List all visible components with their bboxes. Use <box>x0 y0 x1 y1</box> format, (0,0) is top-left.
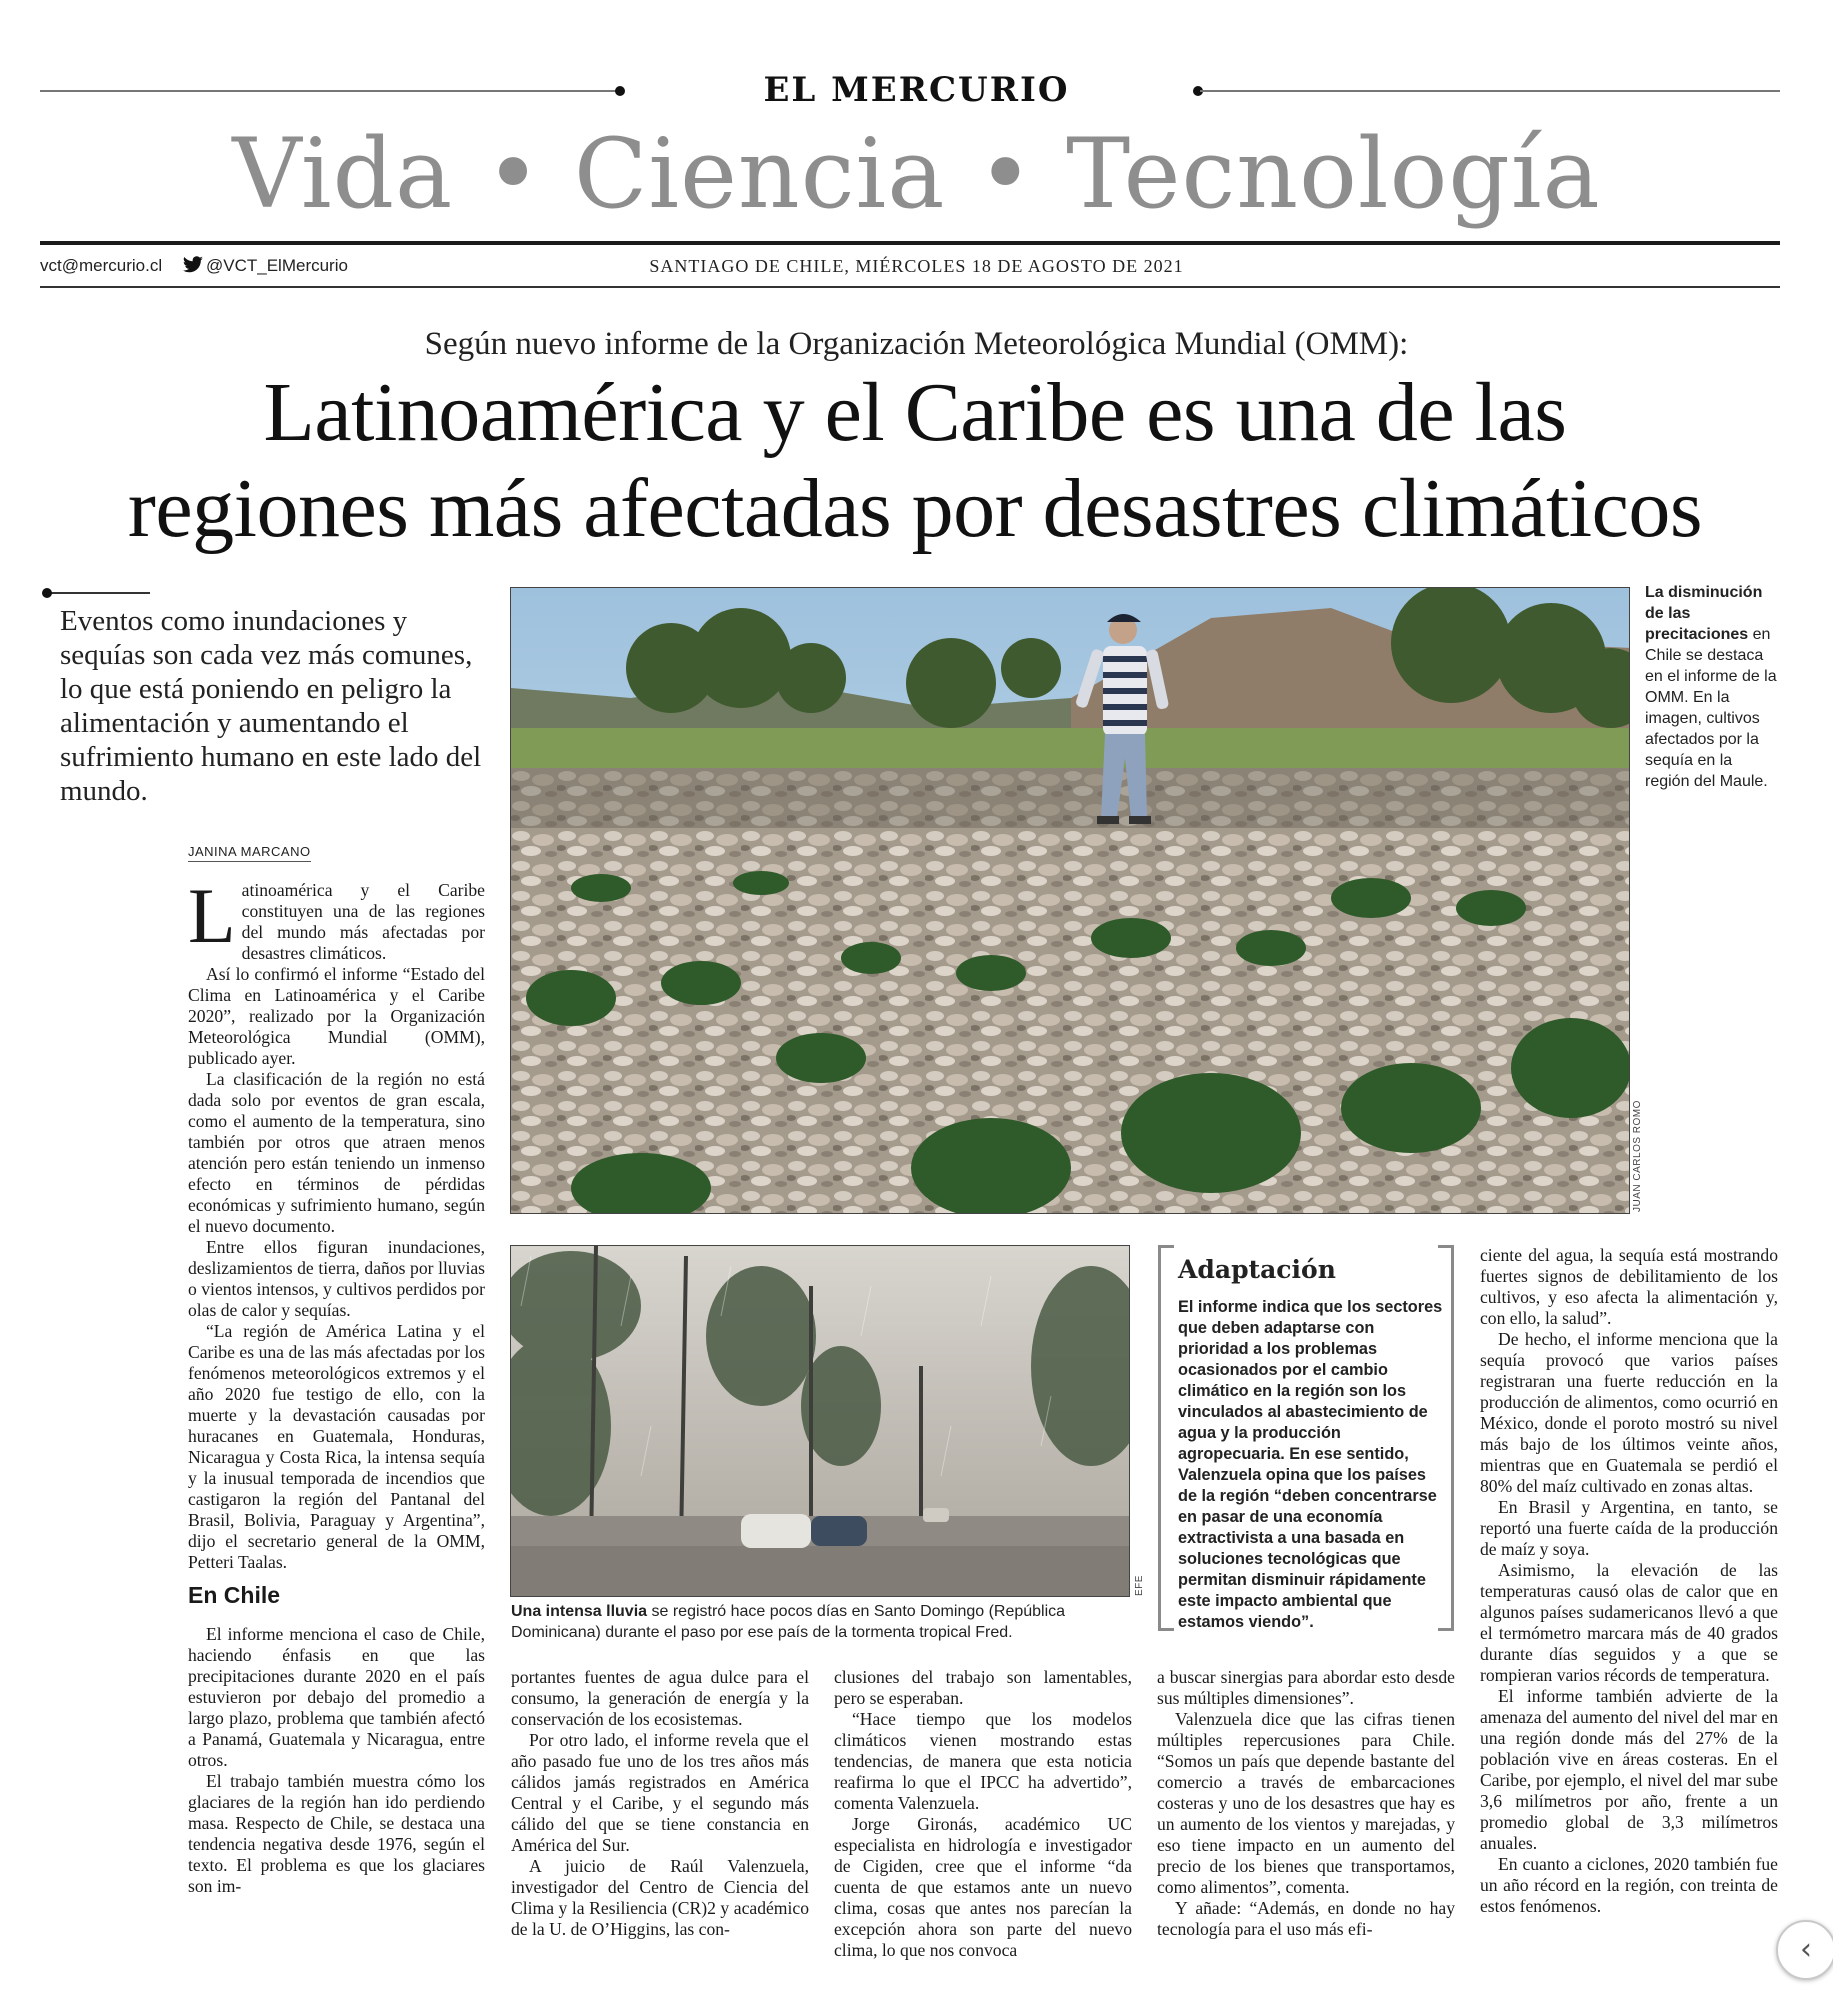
article-column-3 <box>834 1667 1132 1961</box>
paragraph: Y añade: “Además, en donde no hay tecnología para el uso más efi- <box>1157 1898 1455 1939</box>
header-rule <box>40 241 1780 245</box>
drought-field-illustration <box>511 588 1630 1214</box>
sidebar-adaptacion <box>1158 1245 1454 1631</box>
photo-caption-1 <box>1645 582 1780 792</box>
caption-lead: Una intensa lluvia <box>511 1603 648 1620</box>
sidebar-text: El informe indica que los sectores que deben adaptarse con prioridad a los problemas ocasionados por el cambio climático en la región son los vinculados al abastecimiento de agua y la producción agropecuaria. En ese sentido, Valenzuela opina que los países de la región “deben concentrarse en pasar de una economía extractivista a una basada en soluciones tecnológicas que permitan disminuir rápidamente este impacto ambiental que estamos viendo”. <box>1178 1298 1443 1631</box>
paragraph: clusiones del trabajo son lamentables, pero se esperaban. <box>834 1667 1132 1708</box>
paragraph: Jorge Gironás, académico UC especialista en hidrología e investigador de Cigiden, cree que el informe “da cuenta de que estamos ante un nuevo clima, cosas que antes nos parecían la excepción ahora son parte del nuevo clima, lo que nos convoca <box>834 1814 1132 1960</box>
paragraph: La clasificación de la región no está dada solo por eventos de gran escala, como el aumento de la temperatura, sino también por otros que atraen menos atención pero están teniendo un inmenso efecto en términos de pérdidas económicas y sufrimiento humano, según el nuevo documento. <box>188 1069 485 1236</box>
photo-caption-2 <box>511 1601 1131 1643</box>
caption-text: se registró hace pocos días en Santo Domingo (República Dominicana) durante el paso por ese país de la tormenta tropical Fred. <box>511 1603 1066 1641</box>
sidebar-title: Adaptación <box>1178 1255 1336 1284</box>
paragraph: “Hace tiempo que los modelos climáticos vienen mostrando estas tendencias, de manera que esta noticia reafirma lo que el IPCC ha advertido”, comenta Valenzuela. <box>834 1709 1132 1813</box>
paragraph: En Brasil y Argentina, en tanto, se reportó una fuerte caída de la producción de maíz y soya. <box>1480 1497 1778 1559</box>
paragraph: ciente del agua, la sequía está mostrando fuertes signos de debilitamiento de los cultivos, y eso afecta la alimentación y, con ello, la salud”. <box>1480 1245 1778 1328</box>
paragraph: “La región de América Latina y el Caribe es una de las más afectadas por los fenómenos meteorológicos extremos y el año 2020 fue testigo de ello, con la muerte y la devastación causadas por huracanes en Guatemala, Honduras, Nicaragua y Costa Rica, la intensa sequía y la inusual temporada de incendios que castigaron la región del Pantanal del Brasil, Bolivia, Paraguay y Argentina”, dijo el secretario general de la OMM, Petteri Taalas. <box>188 1321 485 1572</box>
section-title: Vida • Ciencia • Tecnología <box>232 118 1601 230</box>
caption-text: en Chile se destaca en el informe de la OMM. En la imagen, cultivos afectados por la sequía en la región del Maule. <box>1645 626 1777 790</box>
dateline: SANTIAGO DE CHILE, MIÉRCOLES 18 DE AGOSTO DE 2021 <box>649 256 1184 276</box>
caption-lead: La disminución de las precitaciones <box>1645 584 1763 643</box>
kicker: Según nuevo informe de la Organización Meteorológica Mundial (OMM): <box>424 326 1409 362</box>
lead-paragraph: Eventos como inundaciones y sequías son cada vez más comunes, lo que está poniendo en peligro la alimentación y aumentando el sufrimiento humano en este lado del mundo. <box>60 605 482 807</box>
paragraph: Valenzuela dice que las cifras tienen múltiples repercusiones para Chile. “Somos un país que depende bastante del comercio a través de embarcaciones costeras y uno de los desastres que hay es un aumento de los vientos y marejadas, y eso tiene impacto en un aumento del precio de los bienes que transportamos, como alimentos”, comenta. <box>1157 1709 1455 1897</box>
photo-rainy-street <box>510 1245 1130 1597</box>
rainy-street-illustration <box>511 1246 1130 1597</box>
article-column-1 <box>188 872 485 1897</box>
paragraph: De hecho, el informe menciona que la sequía provocó que varios países registraran una fuerte reducción en la producción de alimentos, como ocurrió en México, donde el poroto mostró su nivel más bajo de los últimos veinte años, mientras que en Guatemala se perdió el 80% del maíz cultivado en zonas altas. <box>1480 1329 1778 1496</box>
headline <box>30 365 1800 557</box>
paragraph <box>188 872 485 964</box>
paragraph: En cuanto a ciclones, 2020 también fue un año récord en la región, con treinta de estos fenómenos. <box>1480 1854 1778 1916</box>
headline-line-2: regiones más afectadas por desastres climáticos <box>127 462 1703 555</box>
photo-credit-1: JUAN CARLOS ROMO <box>1632 1100 1643 1212</box>
paragraph: Así lo confirmó el informe “Estado del Clima en Latinoamérica y el Caribe 2020”, realizado por la Organización Meteorológica Mundial (OMM), publicado ayer. <box>188 964 485 1068</box>
article-column-2 <box>511 1667 809 1940</box>
newspaper-name: EL MERCURIO <box>763 70 1070 110</box>
subhead-en-chile: En Chile <box>188 1582 281 1608</box>
contact-email[interactable]: vct@mercurio.cl <box>40 256 163 275</box>
paragraph: Por otro lado, el informe revela que el año pasado fue uno de los tres años más cálidos jamás registrados en América Central y el Caribe, y el segundo más cálido del que se tiene constancia en América del Sur. <box>511 1730 809 1855</box>
paragraph: Entre ellos figuran inundaciones, deslizamientos de tierra, daños por lluvias o vientos intensos, y cultivos perdidos por olas de calor y sequías. <box>188 1237 485 1320</box>
twitter-handle-text: @VCT_ElMercurio <box>206 256 348 275</box>
byline: JANINA MARCANO <box>188 844 311 862</box>
previous-page-button[interactable] <box>1776 1920 1833 1980</box>
dateline-rule <box>40 286 1780 288</box>
paragraph: El informe también advierte de la amenaza del aumento del nivel del mar en una región donde más del 27% de la población vive en áreas costeras. En el Caribe, por ejemplo, el nivel del mar sube 3,6 milímetros por año, frente a un promedio global de 3,3 milímetros anuales. <box>1480 1686 1778 1853</box>
paragraph: Asimismo, la elevación de las temperaturas causó olas de calor que en algunos países sudamericanos llevó a que el termómetro marcara más de 40 grados durante días seguidos y a que se rompieran varios récords de temperatura. <box>1480 1560 1778 1685</box>
lead-rule <box>44 592 150 594</box>
article-column-5 <box>1480 1245 1778 1917</box>
paragraph: portantes fuentes de agua dulce para el consumo, la generación de energía y la conservación de los ecosistemas. <box>511 1667 809 1729</box>
paragraph: a buscar sinergias para abordar esto desde sus múltiples dimensiones”. <box>1157 1667 1455 1708</box>
paragraph-text: atinoamérica y el Caribe constituyen una de las regiones del mundo más afectadas por desastres climáticos. <box>241 880 485 963</box>
chevron-left-icon: ‹ <box>1800 1932 1812 1967</box>
bracket-left <box>1158 1245 1174 1631</box>
photo-drought-field <box>510 587 1630 1214</box>
paragraph: El informe menciona el caso de Chile, haciendo énfasis en que las precipitaciones durante 2020 en el país estuvieron por debajo del promedio a largo plazo, problema que también afectó a Panamá, Guatemala y Nicaragua, entre otros. <box>188 1624 485 1770</box>
headline-line-1: Latinoamérica y el Caribe es una de las <box>263 366 1567 459</box>
dropcap: L <box>188 872 236 959</box>
article-column-4 <box>1157 1667 1455 1940</box>
paragraph: A juicio de Raúl Valenzuela, investigador del Centro de Ciencia del Clima y la Resiliencia (CR)2 y académico de la U. de O’Higgins, las con- <box>511 1856 809 1939</box>
photo-credit-2: EFE <box>1134 1575 1145 1596</box>
lead-dot <box>42 588 52 598</box>
paragraph: El trabajo también muestra cómo los glaciares de la región han ido perdiendo masa. Respecto de Chile, se destaca una tendencia negativa desde 1976, según el texto. El problema es que los glaciares son im- <box>188 1771 485 1896</box>
